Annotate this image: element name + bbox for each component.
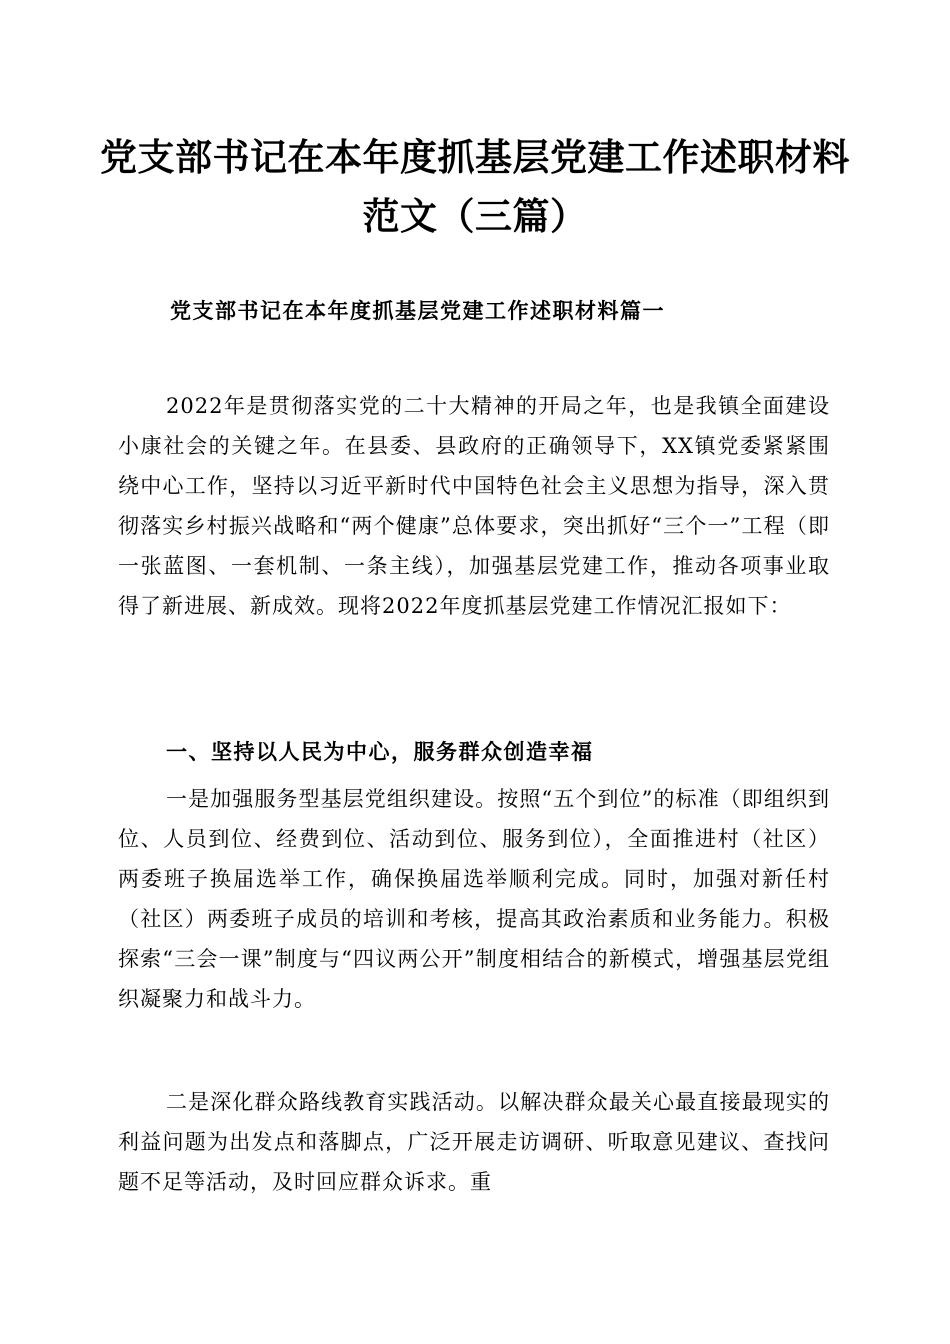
document-title-line-2: 范文（三篇） (362, 195, 588, 238)
sub-heading-1: 一、坚持以人民为中心，服务群众创造幸福 (166, 740, 594, 764)
body-paragraph-intro: 2022年是贯彻落实党的二十大精神的开局之年，也是我镇全面建设小康社会的关键之年。在县委、县政府的正确领导下，XX镇党委紧紧围绕中心工作，坚持以习近平新时代中国特色社会主义思想为指导，深入贯彻落实乡村振兴战略和“两个健康”总体要求，突出抓好“三个一”工程（即一张蓝图、一套机制、一条主线），加强基层党建工作，推动各项事业取得了新进展、新成效。现将2022年度抓基层党建工作情况汇报如下： (118, 394, 830, 618)
section-heading: 党支部书记在本年度抓基层党建工作述职材料篇一 (170, 299, 665, 323)
body-paragraph-point-1: 一是加强服务型基层党组织建设。按照“五个到位”的标准（即组织到位、人员到位、经费到位、活动到位、服务到位），全面推进村（社区）两委班子换届选举工作，确保换届选举顺利完成。同时，加强对新任村（社区）两委班子成员的培训和考核，提高其政治素质和业务能力。积极探索“三会一课”制度与“四议两公开”制度相结合的新模式，增强基层党组织凝聚力和战斗力。 (118, 787, 830, 1011)
body-paragraph-point-2: 二是深化群众路线教育实践活动。以解决群众最关心最直接最现实的利益问题为出发点和落脚点，广泛开展走访调研、听取意见建议、查找问题不足等活动，及时回应群众诉求。重 (118, 1090, 830, 1194)
document-title-line-1: 党支部书记在本年度抓基层党建工作述职材料 (100, 136, 850, 179)
